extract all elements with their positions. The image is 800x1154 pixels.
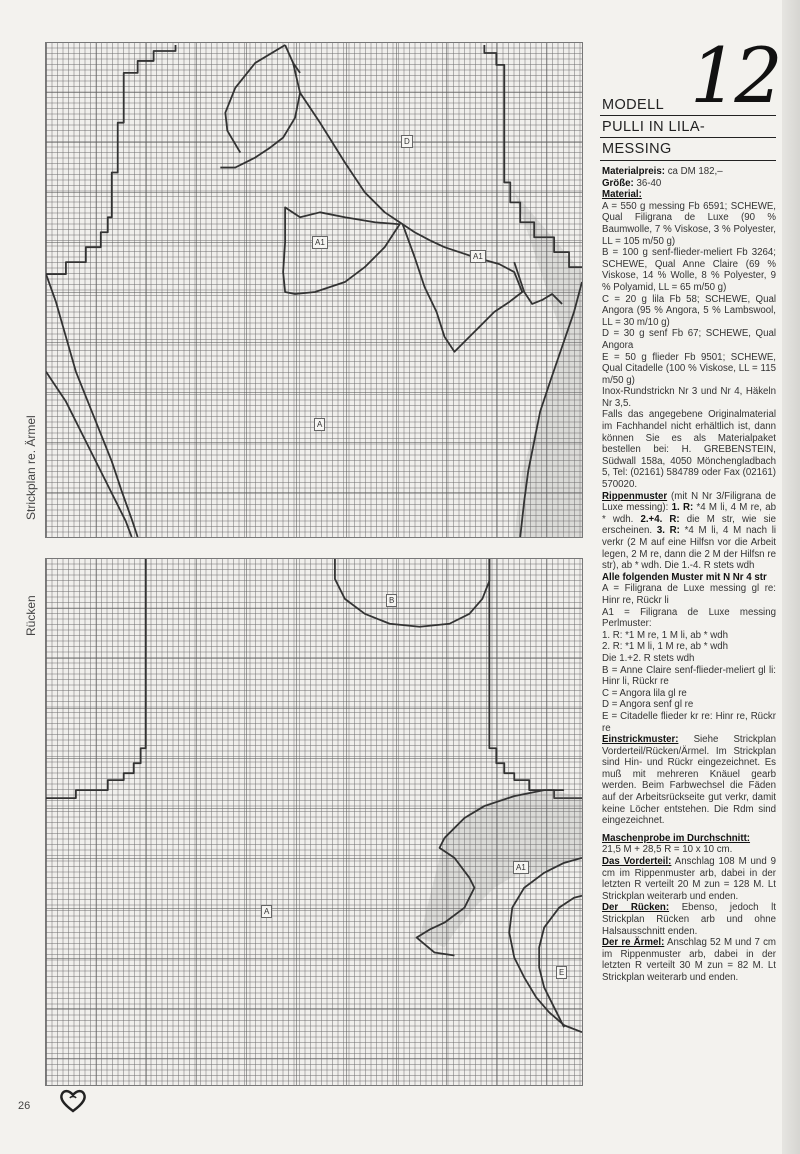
sleeve-knitting-chart: [45, 42, 583, 538]
label-a: A: [314, 418, 325, 431]
following-patterns-heading: Alle folgenden Muster mit N Nr 4 str: [602, 571, 767, 583]
pattern-c: C = Angora lila gl re: [602, 687, 687, 699]
material-c: C = 20 g lila Fb 58; SCHEWE, Qual Angora (95 % Angora, 5 % Lambswool, LL = 30 m/10 g): [602, 293, 776, 328]
needles: Inox-Rundstrickn Nr 3 und Nr 4, Häkeln Nr 3,5.: [602, 386, 776, 409]
title-rule: [600, 160, 776, 161]
pattern-e: E = Citadelle flieder kr re: Hinr re, Rückr re: [602, 710, 776, 734]
rib-pattern: Rippenmuster (mit N Nr 3/Filigrana de Luxe messing): 1. R: *4 M li, 4 M re, ab * wdh. 2.+4. R: die M str, wie sie erscheinen. 3. R: *4 M li, 4 M nach li verkr (2 M auf eine Hilfsn vor die Arbeit legen, 2 M re, dann die 2 M der Hilfsn re str), ab * wdh. Die 1.-4. R stets wdh: [602, 490, 776, 572]
label-a: A: [261, 905, 272, 918]
heart-logo-icon: [58, 1088, 88, 1114]
model-title-line2: PULLI IN LILA-: [602, 119, 706, 135]
material-d: D = 30 g senf Fb 67; SCHEWE, Qual Angora: [602, 328, 776, 351]
gauge: Maschenprobe im Durchschnitt: 21,5 M + 28,5 R = 10 x 10 cm.: [602, 832, 751, 856]
material-b: B = 100 g senf-flieder-meliert Fb 3264; SCHEWE, Qual Anne Claire (69 % Viskose, 14 % Wolle, 8 % Polyester, 9 % Polyamid, LL = 65 m/50 g): [602, 247, 776, 293]
seed-row-2: 2. R: *1 M li, 1 M re, ab * wdh: [602, 641, 728, 653]
label-a1-left: A1: [312, 236, 328, 249]
title-rule: [600, 137, 776, 138]
pattern-d: D = Angora senf gl re: [602, 699, 694, 711]
front-piece: Das Vorderteil: Anschlag 108 M und 9 cm im Rippenmuster arb, dabei in der letzten R verteilt 20 M zun = 128 M. Lt Strickplan weiterarb und enden.: [602, 856, 776, 902]
right-sleeve: Der re Ärmel: Anschlag 52 M und 7 cm im Rippenmuster arb, dabei in der letzten R verteilt 30 M zun = 82 M. Lt Strickplan weiterarb und enden.: [602, 937, 776, 983]
sleeve-caption: Strickplan re. Ärmel: [24, 415, 38, 520]
back-chart-outlines: [46, 559, 582, 1085]
page-edge: [782, 0, 800, 1154]
back-piece: Der Rücken: Ebenso, jedoch lt Strickplan Rücken arb und ohne Halsausschnitt enden.: [602, 902, 776, 937]
label-e: E: [556, 966, 567, 979]
label-a1-right: A1: [470, 250, 486, 263]
pattern-b: B = Anne Claire senf-flieder-meliert gl li: Hinr li, Rückr re: [602, 664, 776, 688]
pattern-a: A = Filigrana de Luxe messing gl re: Hinr re, Rückr li: [602, 583, 776, 606]
label-a1: A1: [513, 861, 529, 874]
instructions-text: [602, 166, 776, 984]
back-caption: Rücken: [24, 595, 38, 636]
pattern-a1: A1 = Filigrana de Luxe messing Perlmuster:: [602, 606, 776, 630]
intarsia: Einstrickmuster: Siehe Strickplan Vorderteil/Rücken/Ärmel. Im Strickplan sind Hin- und Rückr eingezeichnet. Es muß mit mehreren Knäuel gearb werden. Beim Farbwechsel die Fäden auf der Arbeitsrückseite gut verkr, damit keine Löcher entstehen. Die Rdm sind eingezeichnet.: [602, 734, 776, 827]
material-e: E = 50 g flieder Fb 9501; SCHEWE, Qual Citadelle (100 % Viskose, LL = 115 m/50 g): [602, 351, 776, 386]
seed-repeat: Die 1.+2. R stets wdh: [602, 652, 695, 664]
material-heading: Material:: [602, 189, 642, 201]
model-number: 12: [690, 31, 779, 120]
seed-row-1: 1. R: *1 M re, 1 M li, ab * wdh: [602, 629, 728, 641]
label-d: D: [401, 135, 413, 148]
groesse: Größe: 36-40: [602, 177, 662, 189]
model-title-line1: MODELL: [602, 97, 665, 113]
title-rule: [600, 115, 776, 116]
materialpreis: Materialpreis: ca DM 182,–: [602, 166, 723, 177]
label-b: B: [386, 594, 397, 607]
sleeve-chart-outlines: [46, 43, 582, 537]
material-a: A = 550 g messing Fb 6591; SCHEWE, Qual Filigrana de Luxe (90 % Baumwolle, 7 % Viskose, 3 % Polyester, LL = 105 m/50 g): [602, 200, 776, 247]
back-knitting-chart: [45, 558, 583, 1086]
page-number: 26: [18, 1100, 31, 1112]
supplier-note: Falls das angegebene Originalmaterial im Fachhandel nicht erhältlich ist, dann können Sie es als Materialpaket bestellen bei: H. GREBENSTEIN, Südwall 158a, 4050 Mönchengladbach 5, Tel: (02161) 584789 oder Fax (02161) 570020.: [602, 409, 776, 491]
model-title-line3: MESSING: [602, 141, 672, 157]
